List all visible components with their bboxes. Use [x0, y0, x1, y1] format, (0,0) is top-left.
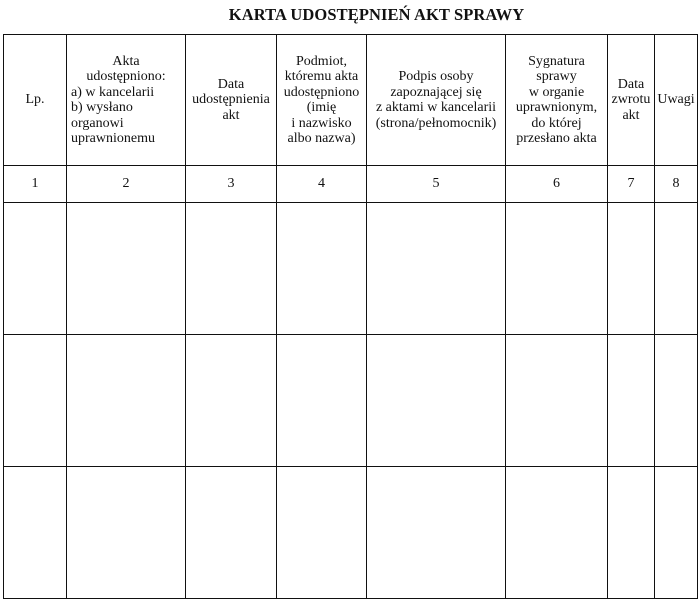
header-row — [4, 35, 698, 166]
column-number: 7 — [608, 166, 655, 203]
table-cell[interactable] — [367, 203, 506, 335]
table-cell[interactable] — [367, 467, 506, 599]
table-cell[interactable] — [655, 467, 698, 599]
column-number: 6 — [506, 166, 608, 203]
table-cell[interactable] — [655, 335, 698, 467]
header-data-udostepnienia-label: Data udostępnienia akt — [192, 76, 270, 123]
table-cell[interactable] — [367, 335, 506, 467]
column-number: 3 — [186, 166, 277, 203]
table-cell[interactable] — [186, 467, 277, 599]
header-akta-udostepniono — [67, 35, 186, 166]
column-number: 8 — [655, 166, 698, 203]
table-row — [4, 203, 698, 335]
header-sygnatura-label: Sygnatura sprawy w organie uprawnionym, do której przesłano akta — [515, 53, 598, 146]
header-lp — [4, 35, 67, 166]
table-cell[interactable] — [186, 335, 277, 467]
header-sygnatura — [506, 35, 608, 166]
header-uwagi-label: Uwagi — [657, 92, 695, 108]
column-number-row — [4, 166, 698, 203]
table-cell[interactable] — [67, 335, 186, 467]
table-cell[interactable] — [608, 335, 655, 467]
table-cell[interactable] — [4, 467, 67, 599]
table-cell[interactable] — [277, 203, 367, 335]
header-podpis-label: Podpis osoby zapoznającej się z aktami w kancelarii (strona/pełnomocnik) — [375, 69, 497, 131]
table-cell[interactable] — [608, 203, 655, 335]
header-data-udostepnienia — [186, 35, 277, 166]
header-akta-label: Akta udostępniono: — [86, 53, 166, 84]
column-number: 4 — [277, 166, 367, 203]
header-lp-label: Lp. — [25, 92, 45, 108]
header-akta-options: a) w kancelarii b) wysłano organowi uprawnionemu — [71, 84, 155, 146]
table-cell[interactable] — [506, 203, 608, 335]
header-data-zwrotu-label: Data zwrotu akt — [611, 76, 651, 123]
header-uwagi — [655, 35, 698, 166]
table-cell[interactable] — [655, 203, 698, 335]
disclosure-register-table — [3, 34, 698, 599]
table-cell[interactable] — [506, 335, 608, 467]
column-number: 1 — [4, 166, 67, 203]
table-cell[interactable] — [608, 467, 655, 599]
table-cell[interactable] — [277, 335, 367, 467]
table-cell[interactable] — [67, 203, 186, 335]
table-cell[interactable] — [4, 335, 67, 467]
table-cell[interactable] — [277, 467, 367, 599]
header-data-zwrotu — [608, 35, 655, 166]
column-number: 2 — [67, 166, 186, 203]
table-cell[interactable] — [506, 467, 608, 599]
header-podmiot-label: Podmiot, któremu akta udostępniono (imię i nazwisko albo nazwa) — [283, 53, 360, 146]
table-cell[interactable] — [4, 203, 67, 335]
column-number: 5 — [367, 166, 506, 203]
table-cell[interactable] — [186, 203, 277, 335]
document-title: KARTA UDOSTĘPNIEŃ AKT SPRAWY — [228, 5, 525, 24]
table-row — [4, 335, 698, 467]
table-cell[interactable] — [67, 467, 186, 599]
table-row — [4, 467, 698, 599]
header-podmiot — [277, 35, 367, 166]
header-podpis — [367, 35, 506, 166]
